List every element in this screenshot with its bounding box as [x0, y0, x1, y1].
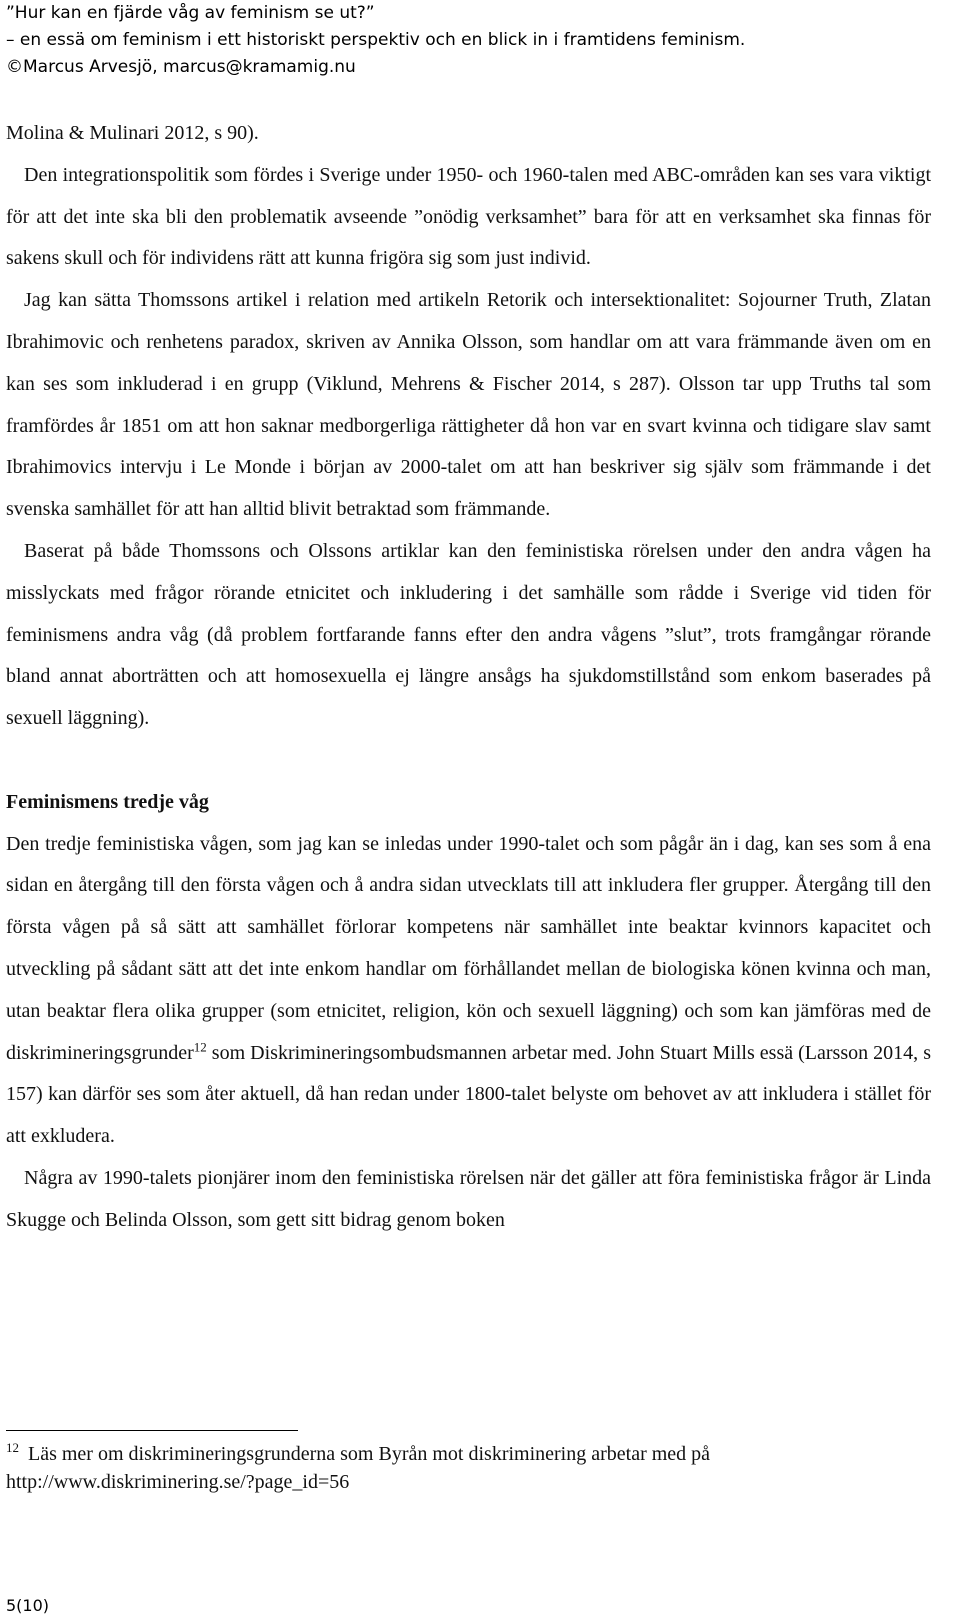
footnote-text: Läs mer om diskrimineringsgrunderna som Byrån mot diskriminering arbetar med på http://www.diskriminering.se/?page_id=56 — [6, 1443, 711, 1493]
paragraph-5 — [6, 824, 931, 1158]
paragraph-5-part-2: som Diskrimineringsombudsmannen arbetar med. John Stuart Mills essä (Larsson 2014, s 157) kan därför ses som åter aktuell, då han redan under 1800-talet belyste om behovet av att inkludera i stället för att exkludera. — [6, 1041, 931, 1148]
page-number: 5(10) — [6, 1596, 50, 1615]
header-title: ”Hur kan en fjärde våg av feminism se ut?” — [6, 3, 375, 23]
paragraph-5-part-1: Den tredje feministiska vågen, som jag kan se inledas under 1990-talet och som pågår än i dag, kan ses som å ena sidan en återgång till den första vågen och å andra sidan utvecklats till att inkludera fler grupper. Återgång till den första vågen på så sätt att samhället förlorar kompetens när samhället inte beaktar kvinnors kapacitet och utveckling på sådant sätt att det inte enkom handlar om förhållandet mellan de biologiska könen kvinna och man, utan beaktar flera olika grupper (som etnicitet, religion, kön och sexuell läggning) och som kan jämföras med de diskrimineringsgrunder — [6, 832, 931, 1064]
footnote-number: 12 — [6, 1440, 19, 1456]
paragraph-4: Baserat på både Thomssons och Olssons artiklar kan den feministiska rörelsen under den andra vågen ha misslyckats med frågor rörande etnicitet och inkludering i det samhälle som rådde i Sverige vid tiden för feminismens andra våg (då problem fortfarande fanns efter den andra vågens ”slut”, trots framgångar rörande bland annat aborträtten och att homosexuella ej längre ansågs ha sjukdomstillstånd som enkom baserades på sexuell läggning). — [6, 539, 931, 730]
paragraph-1: Molina & Mulinari 2012, s 90). — [6, 122, 259, 144]
paragraph-2: Den integrationspolitik som fördes i Sverige under 1950- och 1960-talen med ABC-områden kan ses vara viktigt för att det inte ska bli den problematik avseende ”onödig verksamhet” bara för att en verksamhet ska finnas för sakens skull och för individens rätt att kunna frigöra sig som just individ. — [6, 163, 931, 270]
footnote — [6, 1440, 931, 1496]
document-body — [6, 113, 931, 1242]
page-header — [6, 0, 946, 81]
footnote-divider — [6, 1430, 298, 1431]
paragraph-6: Några av 1990-talets pionjärer inom den feministiska rörelsen när det gäller att föra feministiska frågor är Linda Skugge och Belinda Olsson, som gett sitt bidrag genom boken — [6, 1166, 931, 1231]
paragraph-3: Jag kan sätta Thomssons artikel i relation med artikeln Retorik och intersektionalitet: Sojourner Truth, Zlatan Ibrahimovic och renhetens paradox, skriven av Annika Olsson, som handlar om att vara främmande även om en kan ses som inkluderad i en grupp (Viklund, Mehrens & Fischer 2014, s 287). Olsson tar upp Truths tal som framfördes år 1851 om att hon saknar medborgerliga rättigheter då hon var en svart kvinna och tidigare slav samt Ibrahimovics intervju i Le Monde i början av 2000-talet om att han beskriver sig själv som främmande i det svenska samhället för att han alltid blivit betraktad som främmande. — [6, 289, 931, 521]
header-subtitle: – en essä om feminism i ett historiskt perspektiv och en blick in i framtidens feminism. — [6, 30, 746, 50]
header-author: ©Marcus Arvesjö, marcus@kramamig.nu — [6, 57, 356, 77]
footnote-reference: 12 — [193, 1038, 207, 1054]
section-spacer — [6, 740, 931, 782]
section-heading: Feminismens tredje våg — [6, 790, 209, 813]
